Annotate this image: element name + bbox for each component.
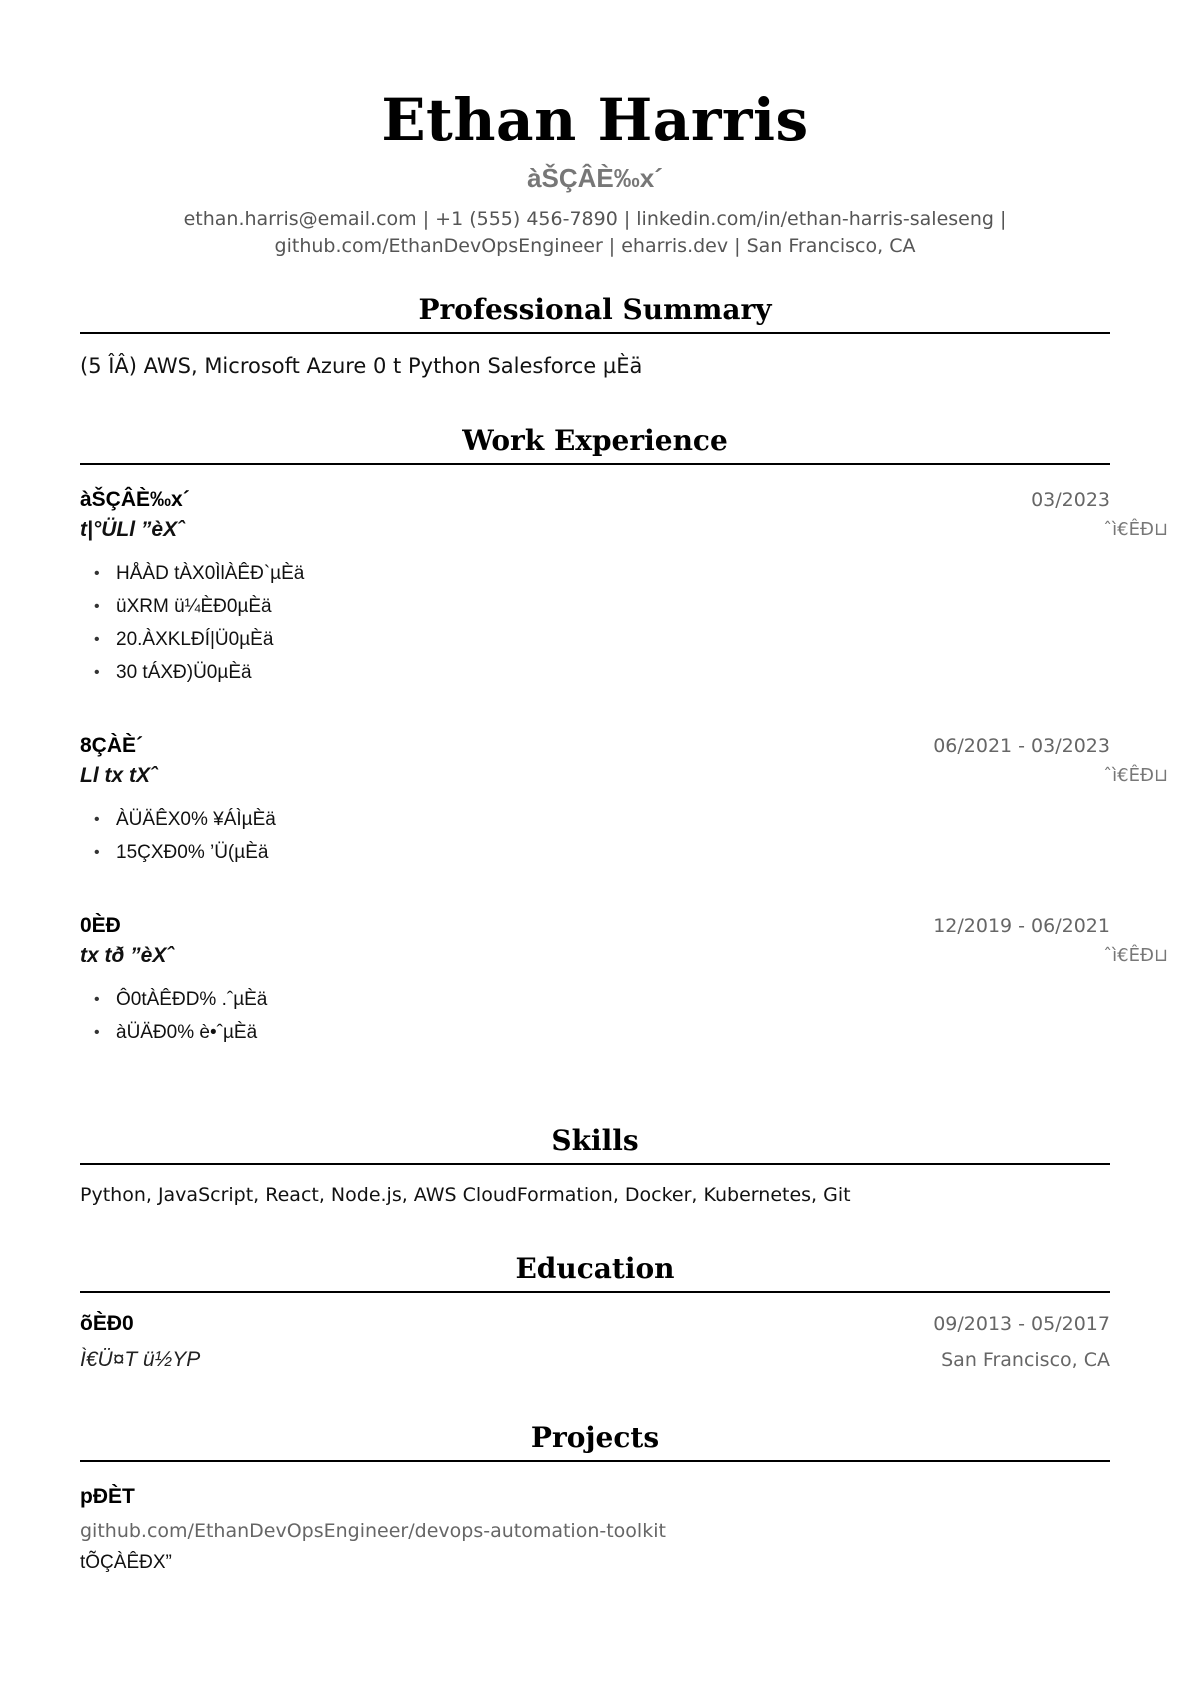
education-title: Education — [80, 1251, 1110, 1293]
job-company: 0ÈÐ — [80, 914, 121, 937]
project-name: pÐÈT — [80, 1485, 135, 1508]
education-school: õÈÐ0 — [80, 1312, 134, 1335]
skills-section — [80, 1123, 1110, 1209]
summary-section — [80, 292, 1110, 380]
job-location: ˆì€ÊÐ⊔ — [1103, 765, 1168, 786]
project-entry — [80, 1482, 1110, 1578]
skills-title: Skills — [80, 1123, 1110, 1165]
job-bullet: • Ô0tÀÊÐD% .ˆµÈä — [94, 983, 1110, 1016]
experience-entry — [80, 911, 1168, 1049]
job-date: 12/2019 - 06/2021 — [933, 915, 1110, 937]
job-company: àŠÇÂÈ‰x´ — [80, 488, 190, 511]
education-degree: Ì€Ü¤T ü½YP — [80, 1348, 201, 1371]
job-bullet: • HÅÀD tÀX0ÌlÀÊÐ`µÈä — [94, 557, 1110, 590]
experience-entry — [80, 731, 1168, 869]
contact-line: ethan.harris@email.com | +1 (555) 456-7890 | linkedin.com/in/ethan-harris-saleseng | github.com/EthanDevOpsEngineer | eharris.dev | San Francisco, CA — [183, 208, 1007, 257]
job-bullets — [80, 557, 1110, 689]
education-location: San Francisco, CA — [941, 1349, 1110, 1371]
candidate-subtitle: àŠÇÂÈ‰x´ — [527, 163, 663, 193]
experience-section — [80, 423, 1168, 1049]
job-company: 8ÇÀÈ´ — [80, 734, 144, 757]
education-date: 09/2013 - 05/2017 — [933, 1313, 1110, 1335]
education-section — [80, 1251, 1110, 1375]
job-bullet: • àÜÄÐ0% è•ˆµÈä — [94, 1016, 1110, 1049]
candidate-name: Ethan Harris — [381, 86, 809, 154]
job-role: Ll tx tXˆ — [80, 764, 157, 787]
job-date: 03/2023 — [1031, 489, 1110, 511]
skills-text: Python, JavaScript, React, Node.js, AWS CloudFormation, Docker, Kubernetes, Git — [80, 1184, 851, 1206]
summary-text: (5 ÎÂ) AWS, Microsoft Azure 0 t Python Salesforce µÈä — [80, 354, 643, 378]
job-bullet: • üXRM ü¼ÈÐ0µÈä — [94, 590, 1110, 623]
summary-title: Professional Summary — [80, 292, 1110, 334]
projects-title: Projects — [80, 1420, 1110, 1462]
job-date: 06/2021 - 03/2023 — [933, 735, 1110, 757]
job-bullet: • 20.ÀXKLÐÍ|Ü0µÈä — [94, 623, 1110, 656]
job-role: tx tð ”èXˆ — [80, 944, 174, 967]
project-link[interactable]: github.com/EthanDevOpsEngineer/devops-automation-toolkit — [80, 1520, 666, 1542]
experience-entry — [80, 485, 1168, 689]
job-location: ˆì€ÊÐ⊔ — [1103, 519, 1168, 540]
experience-title: Work Experience — [80, 423, 1110, 465]
projects-section — [80, 1420, 1110, 1578]
job-bullets — [80, 983, 1110, 1049]
job-location: ˆì€ÊÐ⊔ — [1103, 945, 1168, 966]
job-role: t|°ÜLl ”èXˆ — [80, 518, 185, 541]
project-description: tÕÇÀÊÐX” — [80, 1552, 172, 1573]
job-bullet: • 30 tÁXÐ)Ü0µÈä — [94, 656, 1110, 689]
job-bullets — [80, 803, 1110, 869]
job-bullet: • ÀÜÄÊX0% ¥ÁÌµÈä — [94, 803, 1110, 836]
job-bullet: • 15ÇXÐ0% ’Ü(µÈä — [94, 836, 1110, 869]
resume-header — [0, 0, 1190, 260]
education-entry — [80, 1309, 1110, 1375]
